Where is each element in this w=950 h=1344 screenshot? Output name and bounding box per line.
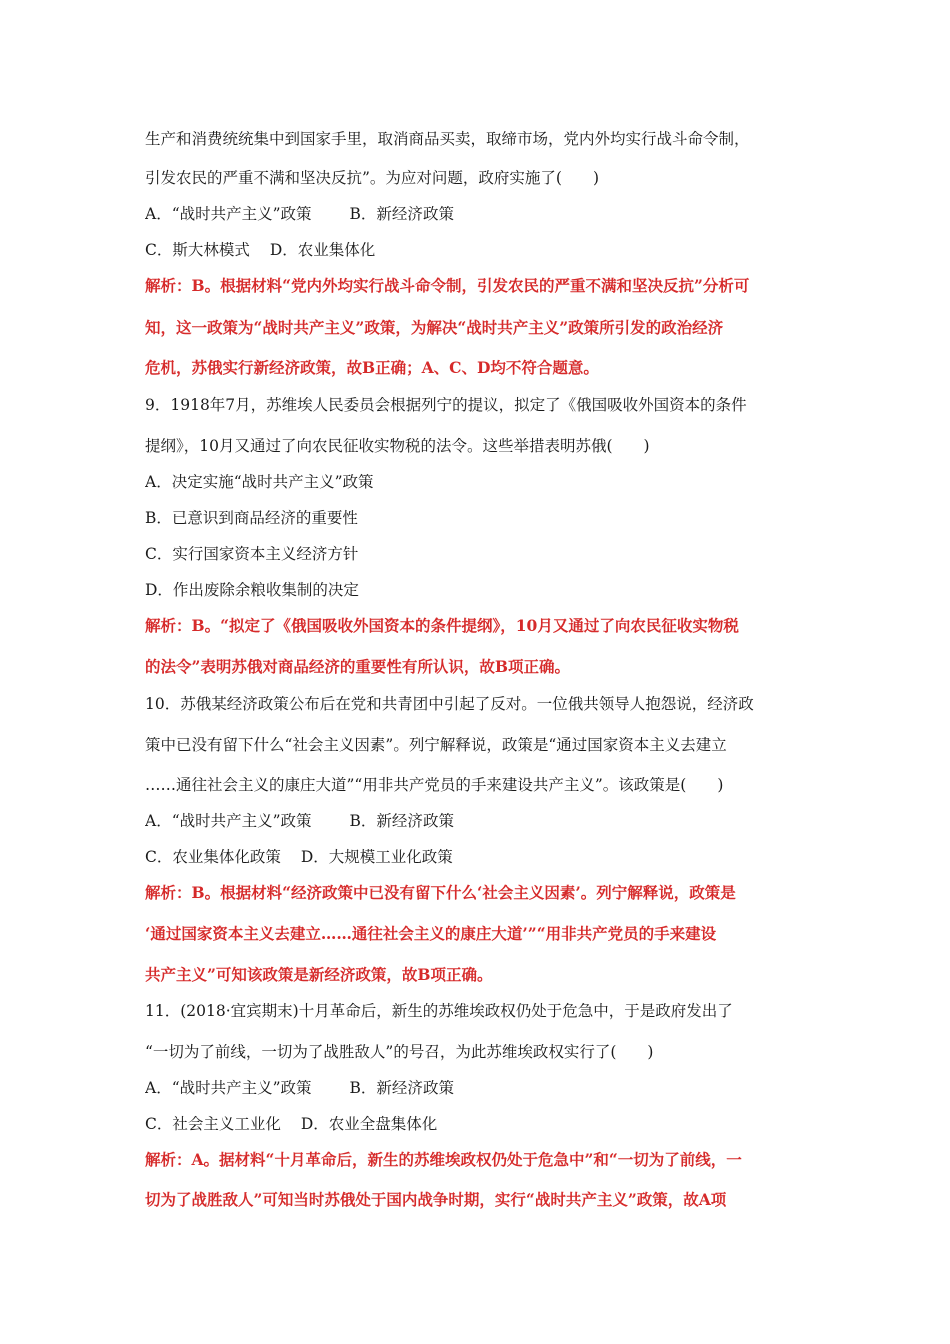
q10-answer-line-3: 共产主义”可知该政策是新经济政策，故B项正确。 [145, 965, 493, 984]
q10-option-d: D．大规模工业化政策 [300, 848, 453, 866]
q11-answer-line-2: 切为了战胜敌人”可知当时苏俄处于国内战争时期，实行“战时共产主义”政策，故A项 [145, 1190, 727, 1209]
q9-option-b: B．已意识到商品经济的重要性 [145, 509, 358, 527]
q11-stem-line-2: “一切为了前线，一切为了战胜敌人”的号召，为此苏维埃政权实行了( ) [145, 1043, 654, 1061]
q11-options-cd [145, 1113, 810, 1135]
q11-stem-line-1: 11．(2018·宜宾期末)十月革命后，新生的苏维埃政权仍处于危急中，于是政府发出了 [145, 1002, 733, 1020]
q9-option-a: A．决定实施“战时共产主义”政策 [145, 473, 374, 491]
q8-answer-line-2: 知，这一政策为“战时共产主义”政策，为解决“战时共产主义”政策所引发的政治经济 [145, 318, 724, 337]
q11-option-b: B．新经济政策 [349, 1079, 454, 1097]
q8-options-ab [145, 203, 810, 225]
q8-answer-line-3: 危机，苏俄实行新经济政策，故B正确；A、C、D均不符合题意。 [145, 358, 599, 377]
q9-option-c: C．实行国家资本主义经济方针 [145, 545, 359, 563]
q8-answer-line-1: 解析：B。根据材料“党内外均实行战斗命令制，引发农民的严重不满和坚决反抗”分析可 [145, 276, 750, 295]
q11-option-a: A．“战时共产主义”政策 [145, 1079, 312, 1097]
q8-option-c: C．斯大林模式 [145, 241, 250, 259]
q9-stem-line-2: 提纲》，10月又通过了向农民征收实物税的法令。这些举措表明苏俄( ) [145, 437, 650, 455]
q10-options-ab [145, 810, 810, 832]
q9-option-d: D．作出废除余粮收集制的决定 [145, 581, 359, 599]
q9-answer-line-1: 解析：B。“拟定了《俄国吸收外国资本的条件提纲》，10月又通过了向农民征收实物税 [145, 616, 739, 635]
q8-options-cd [145, 239, 810, 261]
q10-option-c: C．农业集体化政策 [145, 848, 281, 866]
q8-stem-line-1: 生产和消费统统集中到国家手里，取消商品买卖，取缔市场，党内外均实行战斗命令制， [145, 130, 750, 148]
q11-option-d: D．农业全盘集体化 [300, 1115, 438, 1133]
q8-option-d: D．农业集体化 [269, 241, 376, 259]
q10-answer-line-1: 解析：B。根据材料“经济政策中已没有留下什么‘社会主义因素’。列宁解释说，政策是 [145, 883, 736, 902]
q10-stem-line-3: ……通往社会主义的康庄大道”“用非共产党员的手来建设共产主义”。该政策是( ) [145, 776, 724, 794]
q10-option-a: A．“战时共产主义”政策 [145, 812, 312, 830]
q11-option-c: C．社会主义工业化 [145, 1115, 281, 1133]
q8-option-b: B．新经济政策 [349, 205, 454, 223]
q8-option-a: A．“战时共产主义”政策 [145, 205, 312, 223]
q10-option-b: B．新经济政策 [349, 812, 454, 830]
q10-stem-line-1: 10．苏俄某经济政策公布后在党和共青团中引起了反对。一位俄共领导人抱怨说，经济政 [145, 695, 754, 713]
q9-stem-line-1: 9．1918年7月，苏维埃人民委员会根据列宁的提议，拟定了《俄国吸收外国资本的条件 [145, 396, 747, 414]
q8-stem-line-2: 引发农民的严重不满和坚决反抗”。为应对问题，政府实施了( ) [145, 169, 600, 187]
q11-options-ab [145, 1077, 810, 1099]
q10-stem-line-2: 策中已没有留下什么“社会主义因素”。列宁解释说，政策是“通过国家资本主义去建立 [145, 736, 727, 754]
q11-answer-line-1: 解析：A。据材料“十月革命后，新生的苏维埃政权仍处于危急中”和“一切为了前线，一 [145, 1150, 742, 1169]
q10-answer-line-2: ‘通过国家资本主义去建立……通往社会主义的康庄大道’”“用非共产党员的手来建设 [145, 924, 717, 943]
q9-answer-line-2: 的法令”表明苏俄对商品经济的重要性有所认识，故B项正确。 [145, 657, 571, 676]
q10-options-cd [145, 846, 810, 868]
